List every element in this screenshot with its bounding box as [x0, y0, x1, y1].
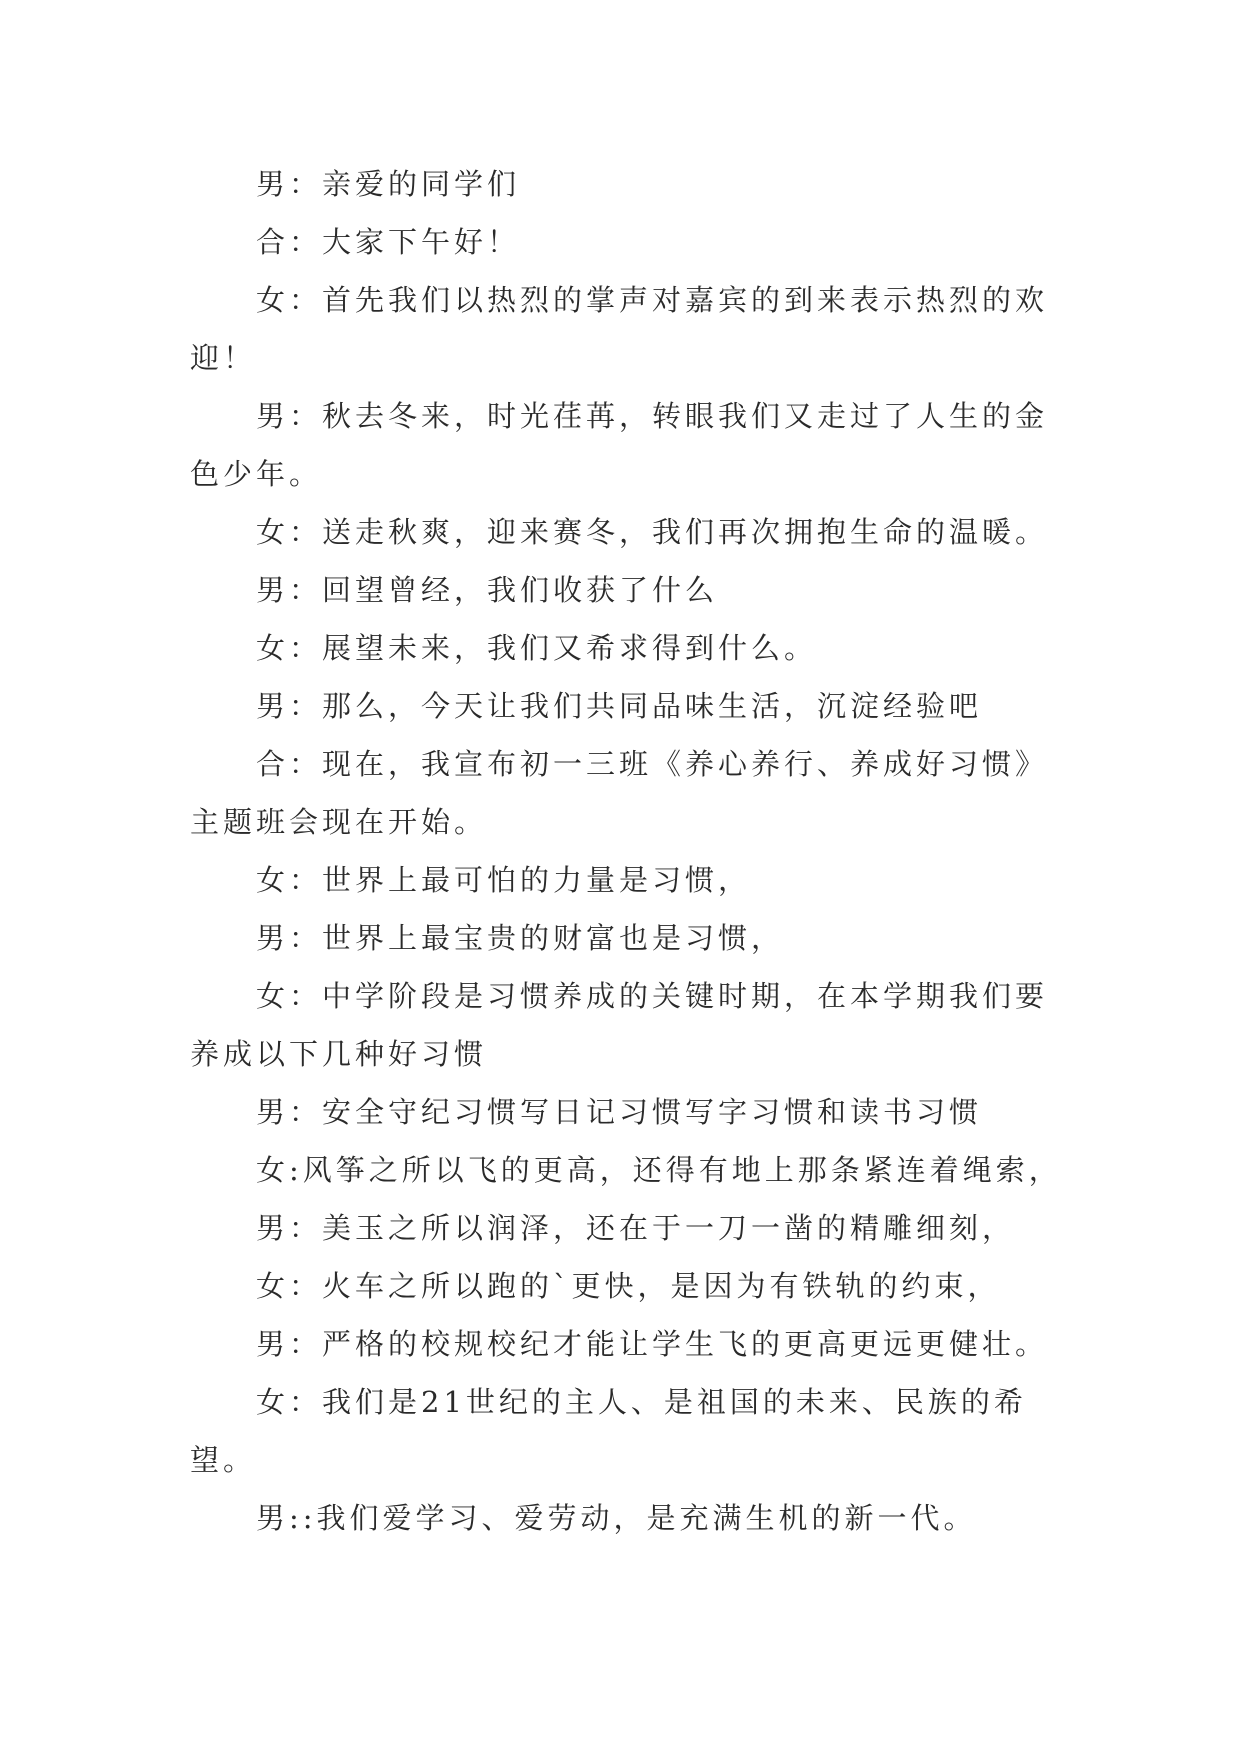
paragraph-12: 女：中学阶段是习惯养成的关键时期，在本学期我们要养成以下几种好习惯: [190, 979, 1049, 1071]
paragraph-10: 女：世界上最可怕的力量是习惯，: [256, 863, 752, 897]
paragraph-15: 男：美玉之所以润泽，还在于一刀一凿的精雕细刻，: [256, 1211, 1016, 1245]
paragraph-11: 男：世界上最宝贵的财富也是习惯，: [256, 921, 785, 955]
paragraph-13: 男：安全守纪习惯写日记习惯写字习惯和读书习惯: [256, 1095, 983, 1129]
paragraph-9: 合：现在，我宣布初一三班《养心养行、养成好习惯》主题班会现在开始。: [190, 747, 1049, 839]
paragraph-1: 男：亲爱的同学们: [256, 167, 521, 201]
document-body: [190, 155, 1070, 1547]
paragraph-8: 男：那么，今天让我们共同品味生活，沉淀经验吧: [256, 689, 983, 723]
paragraph-2: 合：大家下午好！: [256, 225, 521, 259]
paragraph-16: 女：火车之所以跑的`更快，是因为有铁轨的约束，: [256, 1269, 1001, 1303]
paragraph-19: 男::我们爱学习、爱劳动，是充满生机的新一代。: [256, 1501, 977, 1535]
paragraph-5: 女：送走秋爽，迎来赛冬，我们再次拥抱生命的温暖。: [256, 515, 1049, 549]
paragraph-3: 女：首先我们以热烈的掌声对嘉宾的到来表示热烈的欢迎！: [190, 283, 1049, 375]
paragraph-6: 男：回望曾经，我们收获了什么: [256, 573, 719, 607]
paragraph-14: 女:风筝之所以飞的更高，还得有地上那条紧连着绳索，: [256, 1153, 1062, 1187]
paragraph-4: 男：秋去冬来，时光荏苒，转眼我们又走过了人生的金色少年。: [190, 399, 1049, 491]
paragraph-18: 女：我们是21世纪的主人、是祖国的未来、民族的希望。: [190, 1385, 1027, 1477]
paragraph-17: 男：严格的校规校纪才能让学生飞的更高更远更健壮。: [256, 1327, 1049, 1361]
paragraph-7: 女：展望未来，我们又希求得到什么。: [256, 631, 818, 665]
